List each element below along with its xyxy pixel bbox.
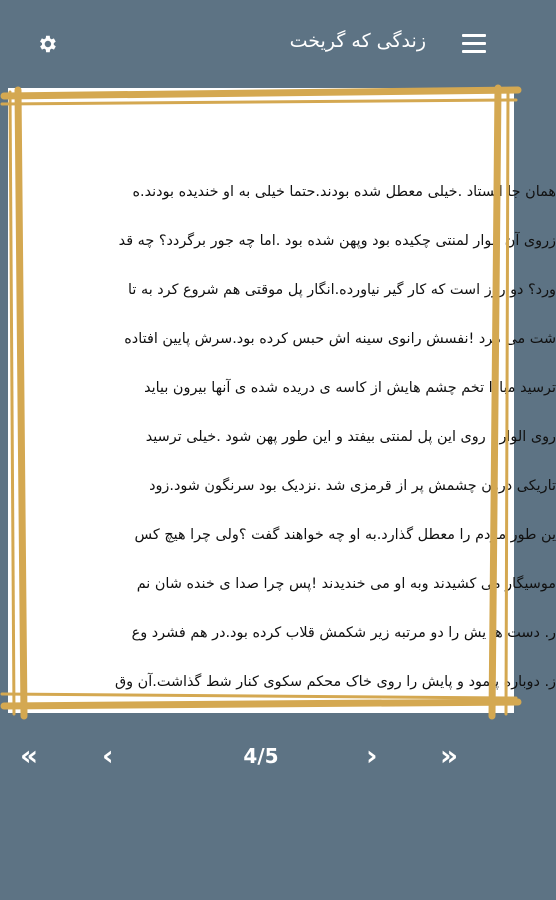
settings-button[interactable]: [36, 33, 58, 55]
reader-area: [0, 88, 556, 718]
text-line: زروی آن الوار لمنتی چکیده بود وپهن شده بود .اما چه جور برگردد؟ چه قد: [118, 233, 556, 249]
gear-icon: [36, 33, 58, 55]
text-line: ر. دست ها یش را دو مرتبه زیر شکمش قلاب کرده بود.در هم فشرد وع: [131, 625, 556, 641]
book-title: زندگی که گریخت: [289, 30, 426, 52]
next-page-button[interactable]: ›: [366, 739, 378, 772]
text-line: ورد؟ دو روز است که کار گیر نیاورده.انگار پل موقتی هم شروع کرد به تا: [128, 282, 556, 298]
text-line: ترسید مبادا تخم چشم هایش از کاسه ی دریده شده ی آنها بیرون بیاید: [144, 380, 556, 396]
text-line: همان جا ایستاد .خیلی معطل شده بودند.حتما خیلی به او خندیده بودند.ه: [132, 184, 556, 200]
app-header: [0, 0, 522, 88]
first-page-button[interactable]: «: [20, 739, 39, 772]
text-line: تاریکی درون چشمش پر از قرمزی شد .نزدیک بود سرنگون شود.زود: [149, 478, 556, 494]
previous-page-button[interactable]: ‹: [102, 739, 114, 772]
text-line: شت می مرد !نفسش رانوی سینه اش حبس کرده بود.سرش پایین افتاده: [124, 331, 556, 347]
menu-button[interactable]: [462, 34, 486, 56]
hamburger-menu-icon: [462, 34, 486, 37]
last-page-button[interactable]: »: [440, 739, 459, 772]
text-line: ین طور مردم را معطل گذارد.به او چه خواهند گفت ؟ولی چرا هیچ کس: [134, 527, 556, 543]
page-text: [0, 180, 556, 719]
page-indicator: 4/5: [243, 744, 279, 768]
text-line: موسیگار می کشیدند وبه او می خندیدند !پس چرا صدا ی خنده شان نم: [136, 576, 556, 592]
text-line: ز. دوباره پیمود و پایش را روی خاک محکم سکوی کنار شط گذاشت.آن وق: [114, 674, 556, 690]
page-navigation: [0, 718, 522, 798]
page-paper: [8, 88, 556, 713]
text-line: روی الوار ، روی این پل لمنتی بیفتد و این طور پهن شود .خیلی ترسید: [145, 429, 556, 445]
